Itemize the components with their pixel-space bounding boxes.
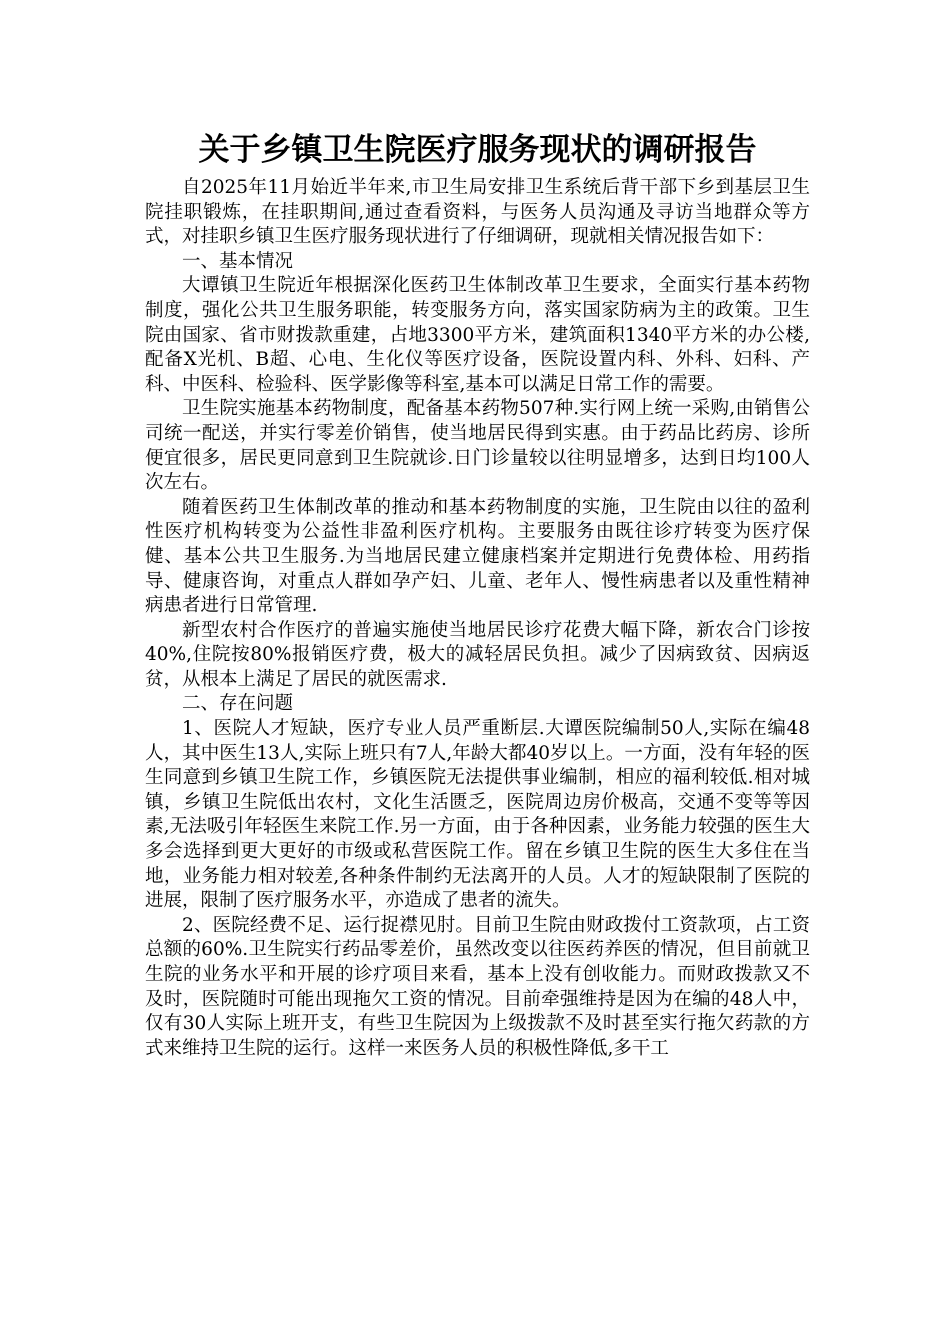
- paragraph: 随着医药卫生体制改革的推动和基本药物制度的实施，卫生院由以往的盈利性医疗机构转变为公益性非盈利医疗机构。主要服务由既往诊疗转变为医疗保健、基本公共卫生服务.为当地居民建立健康档案并定期进行免费体检、用药指导、健康咨询，对重点人群如孕产妇、儿童、老年人、慢性病患者以及重性精神病患者进行日常管理.: [145, 496, 810, 617]
- document-title: 关于乡镇卫生院医疗服务现状的调研报告: [198, 132, 757, 168]
- section-heading-problems: 二、存在问题: [182, 693, 294, 715]
- paragraph: 新型农村合作医疗的普遍实施使当地居民诊疗花费大幅下降，新农合门诊按40%,住院按80%报销医疗费，极大的减轻居民负担。减少了因病致贫、因病返贫，从根本上满足了居民的就医需求.: [145, 619, 810, 690]
- section-heading-basic-situation: 一、基本情况: [182, 250, 294, 272]
- paragraph: 1、医院人才短缺，医疗专业人员严重断层.大谭医院编制50人,实际在编48人，其中医生13人,实际上班只有7人,年龄大都40岁以上。一方面，没有年轻的医生同意到乡镇卫生院工作，乡镇医院无法提供事业编制，相应的福利较低.相对城镇，乡镇卫生院低出农村，文化生活匮乏，医院周边房价极高，交通不变等等因素,无法吸引年轻医生来院工作.另一方面，由于各种因素，业务能力较强的医生大多会选择到更大更好的市级或私营医院工作。留在乡镇卫生院的医生大多住在当地，业务能力相对较差,各种条件制约无法离开的人员。人才的短缺限制了医院的进展，限制了医疗服务水平，亦造成了患者的流失。: [145, 718, 810, 912]
- intro-paragraph: 自2025年11月始近半年来,市卫生局安排卫生系统后背干部下乡到基层卫生院挂职锻炼，在挂职期间,通过查看资料，与医务人员沟通及寻访当地群众等方式，对挂职乡镇卫生医疗服务现状进行了仔细调研，现就相关情况报告如下：: [145, 177, 810, 248]
- paragraph: 卫生院实施基本药物制度，配备基本药物507种.实行网上统一采购,由销售公司统一配送，并实行零差价销售，使当地居民得到实惠。由于药品比药房、诊所便宜很多，居民更同意到卫生院就诊.日门诊量较以往明显增多，达到日均100人次左右。: [145, 398, 810, 494]
- paragraph: 大谭镇卫生院近年根据深化医药卫生体制改革卫生要求，全面实行基本药物制度，强化公共卫生服务职能，转变服务方向，落实国家防病为主的政策。卫生院由国家、省市财拨款重建，占地3300平方米，建筑面积1340平方米的办公楼,配备X光机、B超、心电、生化仪等医疗设备，医院设置内科、外科、妇科、产科、中医科、检验科、医学影像等科室,基本可以满足日常工作的需要。: [145, 275, 810, 395]
- document-page: [145, 128, 810, 1061]
- paragraph: 2、医院经费不足、运行捉襟见肘。目前卫生院由财政拨付工资款项，占工资总额的60%.卫生院实行药品零差价，虽然改变以往医药养医的情况，但目前就卫生院的业务水平和开展的诊疗项目来看，基本上没有创收能力。而财政拨款又不及时，医院随时可能出现拖欠工资的情况。目前牵强维持是因为在编的48人中，仅有30人实际上班开支，有些卫生院因为上级拨款不及时甚至实行拖欠药款的方式来维持卫生院的运行。这样一来医务人员的积极性降低,多干工: [145, 914, 810, 1059]
